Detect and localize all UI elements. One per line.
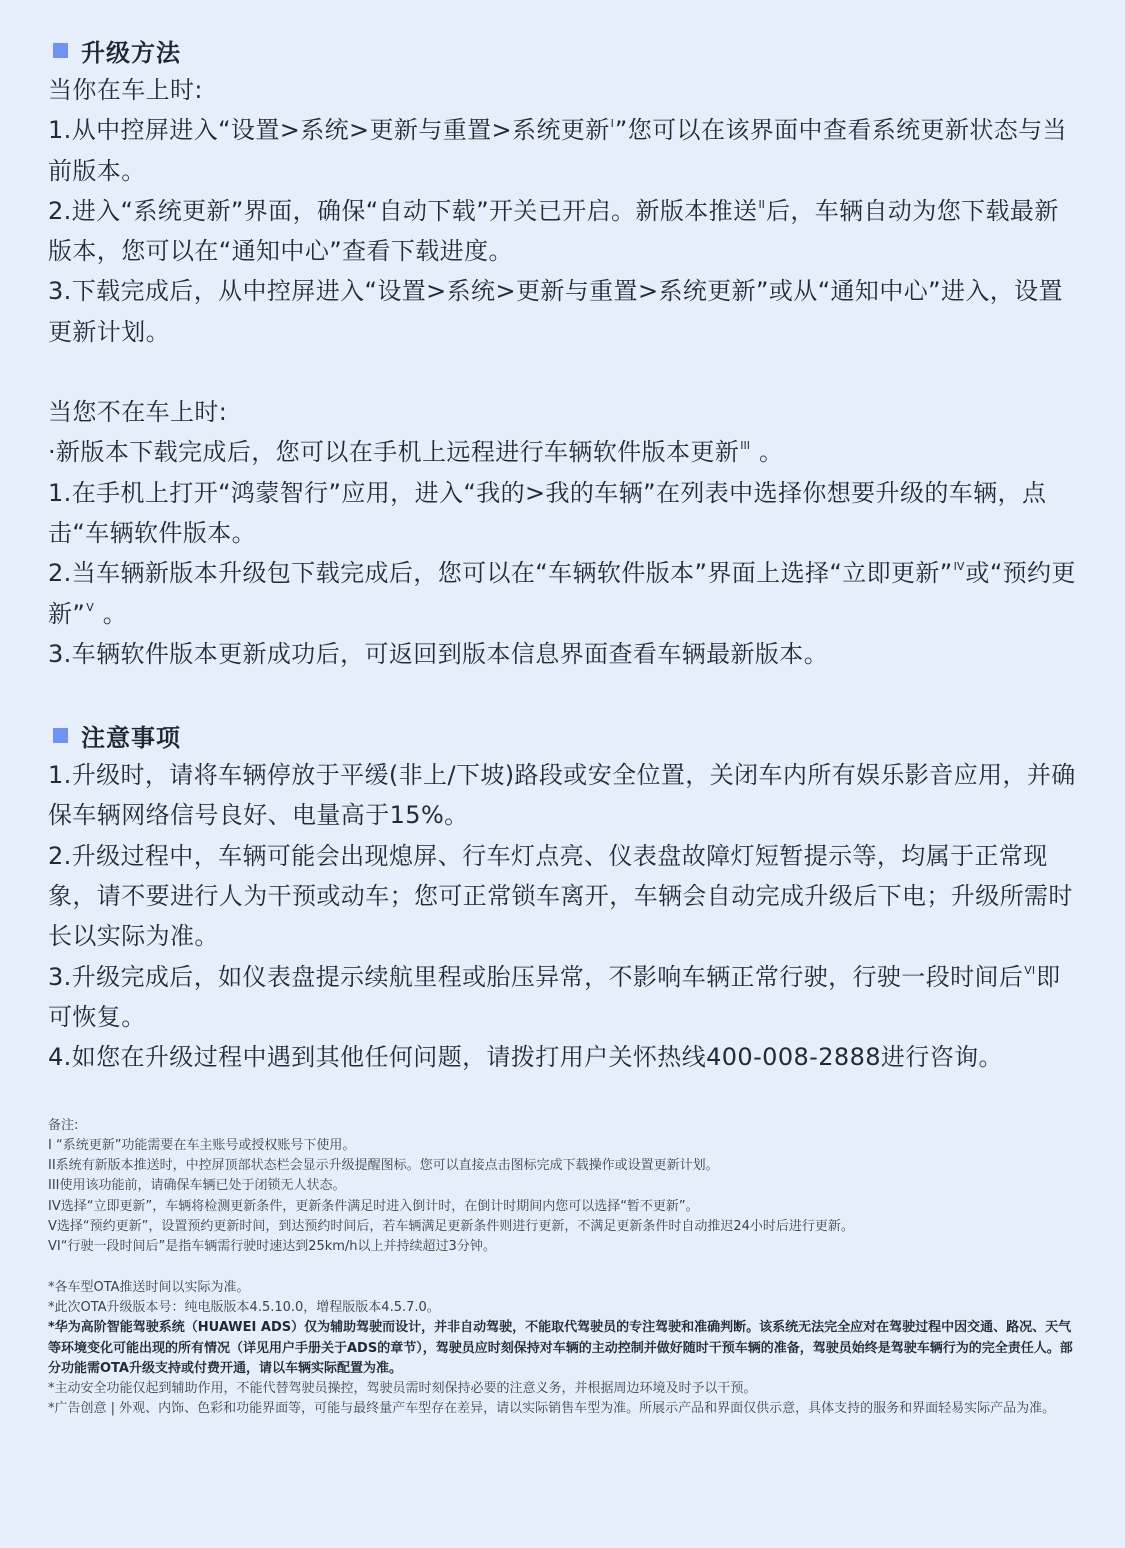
step-text: 后，车辆自动为您下载最新版本，您可以在“通知中心”查看下载进度。 xyxy=(48,196,1059,266)
square-bullet-icon xyxy=(53,43,68,58)
disclaimer: *广告创意 | 外观、内饰、色彩和功能界面等，可能与最终量产车型存在差异，请以实际销售车型为准。所展示产品和界面仅供示意，具体支持的服务和界面轻易实际产品为准。 xyxy=(48,1401,1056,1417)
step-text: 1.从中控屏进入“设置>系统>更新与重置>系统更新 xyxy=(48,116,610,145)
remote-intro xyxy=(48,432,1077,472)
step-text: 3.车辆软件版本更新成功后，可返回到版本信息界面查看车辆最新版本。 xyxy=(48,639,829,668)
section-heading-upgrade-method xyxy=(48,30,1077,70)
spacer xyxy=(48,352,1077,392)
precaution-item-1 xyxy=(48,755,1077,836)
footnote: V选择“预约更新”，设置预约更新时间，到达预约时间后，若车辆满足更新条件则进行更新，不满足更新条件时自动推迟24小时后进行更新。 xyxy=(48,1219,854,1235)
footnote-ref: IV xyxy=(953,560,965,574)
precaution-item-3 xyxy=(48,957,1077,1038)
footnote-ref: II xyxy=(758,197,765,211)
footnote: II系统有新版本推送时，中控屏顶部状态栏会显示升级提醒图标。您可以直接点击图标完成下载操作或设置更新计划。 xyxy=(48,1158,719,1174)
precautions-body xyxy=(48,755,1077,1077)
in-car-header: 当你在车上时: xyxy=(48,76,203,104)
footnote-ref: III xyxy=(740,439,750,453)
remote-step-1 xyxy=(48,473,1077,554)
step-text: 。 xyxy=(94,599,128,628)
square-bullet-icon xyxy=(53,728,68,743)
precaution-item-2 xyxy=(48,836,1077,957)
step-text: ”您可以在该界面中查看系统更新状态与当前版本。 xyxy=(48,116,1067,185)
item-text: 即可恢复。 xyxy=(48,962,1061,1031)
section-heading-notes xyxy=(48,715,1077,755)
step-text: 3.下载完成后，从中控屏进入“设置>系统>更新与重置>系统更新”或从“通知中心”进入，设置更新计划。 xyxy=(48,277,1063,346)
spacer xyxy=(48,674,1077,715)
disclaimer-ads: *华为高阶智能驾驶系统（HUAWEI ADS）仅为辅助驾驶而设计，并非自动驾驶，不能取代驾驶员的专注驾驶和准确判断。该系统无法完全应对在驾驶过程中因交通、路况、天气等环境变化可能出现的所有情况（详见用户手册关于ADS的章节），驾驶员应时刻保持对车辆的主动控制并做好随时干预车辆的准备，驾驶员始终是驾驶车辆行为的完全责任人。部分功能需OTA升级支持或付费开通，请以车辆实际配置为准。 xyxy=(48,1320,1073,1376)
section-title: 升级方法 xyxy=(81,38,181,67)
footnote: IV选择“立即更新”，车辆将检测更新条件，更新条件满足时进入倒计时，在倒计时期间内您可以选择“暂不更新”。 xyxy=(48,1198,699,1214)
section-title: 注意事项 xyxy=(81,723,181,752)
remote-step-2 xyxy=(48,553,1077,634)
step-text: 1.在手机上打开“鸿蒙智行”应用，进入“我的>我的车辆”在列表中选择你想要升级的车辆，点击“车辆软件版本。 xyxy=(48,478,1047,547)
footnotes-block xyxy=(48,1116,1077,1420)
footnote-ref: I xyxy=(610,117,614,131)
remote-header: 当您不在车上时: xyxy=(48,398,228,427)
item-text: 4.如您在升级过程中遇到其他任何问题，请拨打用户关怀热线400-008-2888进行咨询。 xyxy=(48,1043,1003,1072)
disclaimer: *各车型OTA推送时间以实际为准。 xyxy=(48,1279,250,1295)
footnote: III使用该功能前，请确保车辆已处于闭锁无人状态。 xyxy=(48,1178,346,1194)
footnote-ref: VI xyxy=(1024,963,1036,977)
item-text: 3.升级完成后，如仪表盘提示续航里程或胎压异常，不影响车辆正常行驶，行驶一段时间后 xyxy=(48,962,1024,991)
in-car-step-2 xyxy=(48,191,1077,272)
item-text: 1.升级时，请将车辆停放于平缓(非上/下坡)路段或安全位置，关闭车内所有娱乐影音应用，并确保车辆网络信号良好、电量高于15%。 xyxy=(48,761,1076,830)
step-text: 或“预约更新” xyxy=(48,559,1076,628)
disclaimer: *此次OTA升级版本号：纯电版版本4.5.10.0，增程版版本4.5.7.0。 xyxy=(48,1299,440,1315)
precaution-item-4 xyxy=(48,1037,1077,1077)
spacer xyxy=(48,1258,1077,1278)
item-text: 2.升级过程中，车辆可能会出现熄屏、行车灯点亮、仪表盘故障灯短暂提示等，均属于正常现象，请不要进行人为干预或动车；您可正常锁车离开，车辆会自动完成升级后下电；升级所需时长以实际为准。 xyxy=(48,841,1073,951)
footnote-ref: V xyxy=(86,600,94,614)
step-text: 2.当车辆新版本升级包下载完成后，您可以在“车辆软件版本”界面上选择“立即更新” xyxy=(48,559,953,588)
upgrade-method-body xyxy=(48,70,1077,674)
remote-step-3 xyxy=(48,634,1077,674)
intro-text: 。 xyxy=(750,438,784,467)
footnote: I “系统更新”功能需要在车主账号或授权账号下使用。 xyxy=(48,1137,356,1153)
in-car-step-3 xyxy=(48,271,1077,352)
footnote: VI“行驶一段时间后”是指车辆需行驶时速达到25km/h以上并持续超过3分钟。 xyxy=(48,1239,496,1255)
disclaimer: *主动安全功能仅起到辅助作用，不能代替驾驶员操控，驾驶员需时刻保持必要的注意义务，并根据周边环境及时予以干预。 xyxy=(48,1381,757,1397)
step-text: 2.进入“系统更新”界面，确保“自动下载”开关已开启。新版本推送 xyxy=(48,196,758,225)
intro-text: ·新版本下载完成后，您可以在手机上远程进行车辆软件版本更新 xyxy=(48,438,740,467)
notes-header: 备注: xyxy=(48,1117,79,1133)
in-car-step-1 xyxy=(48,110,1077,191)
